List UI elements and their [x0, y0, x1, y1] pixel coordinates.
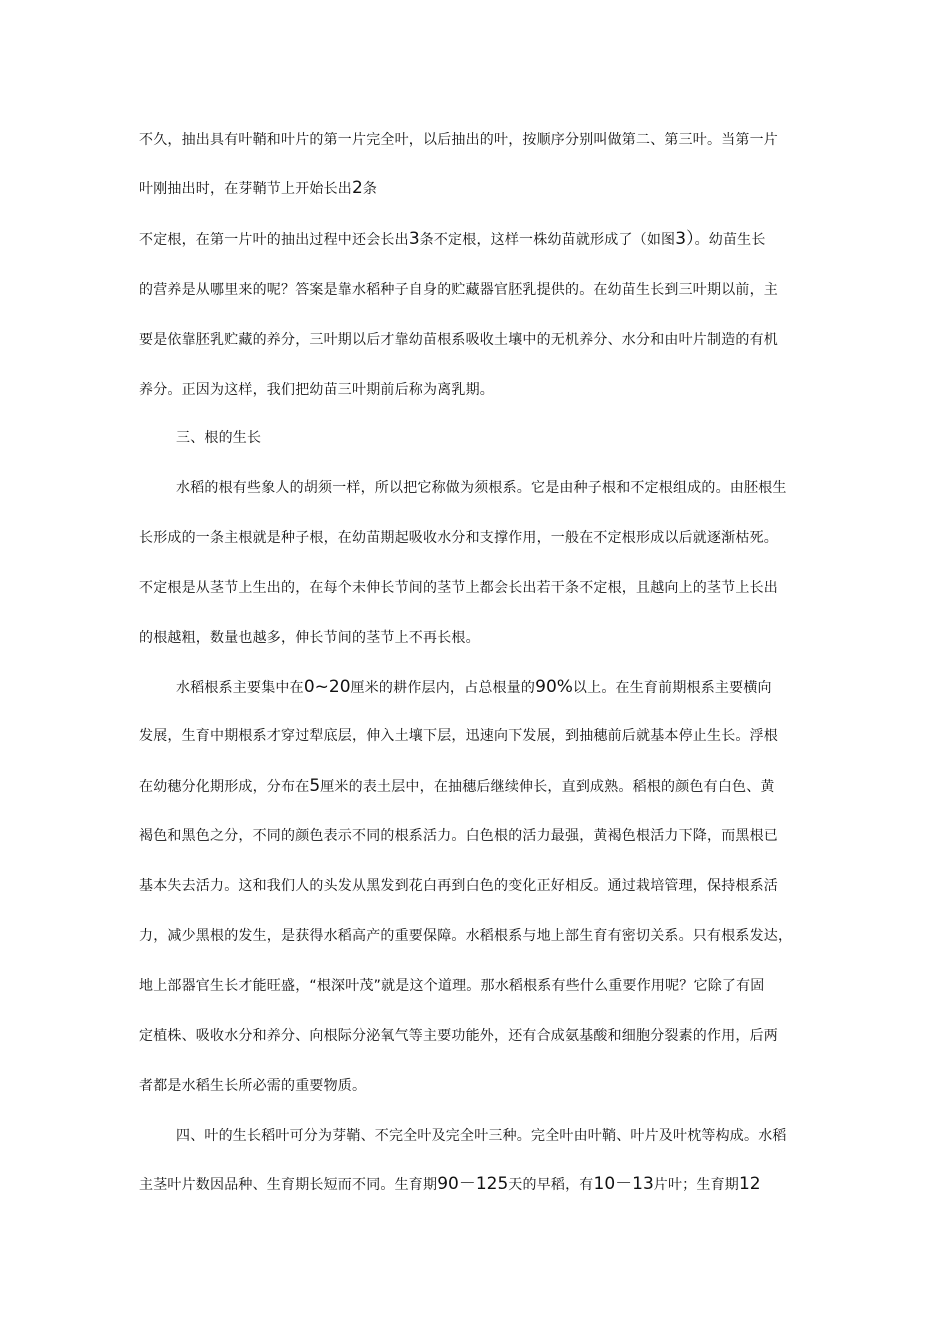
text-run: 片叶；生育期: [653, 1177, 739, 1193]
text-run: 条不定根，这样一株幼苗就形成了（如图: [419, 232, 676, 248]
paragraph-line: [139, 776, 775, 797]
paragraph-line: [139, 1026, 778, 1046]
text-run: 四、叶的生长稻叶可分为芽鞘、不完全叶及完全叶三种。完全叶由叶鞘、叶片及叶枕等构成。水稻: [176, 1128, 787, 1144]
text-run: 褐色和黑色之分，不同的颜色表示不同的根系活力。白色根的活力最强，黄褐色根活力下降，而黑根已: [139, 828, 778, 844]
paragraph-line: [139, 330, 778, 350]
section-heading: [176, 428, 261, 448]
paragraph-line: [139, 130, 778, 150]
paragraph-line: [139, 280, 778, 300]
text-run: 要是依靠胚乳贮藏的养分，三叶期以后才靠幼苗根系吸收土壤中的无机养分、水分和由叶片制造的有机: [139, 332, 778, 348]
text-run: 不定根是从茎节上生出的，在每个未伸长节间的茎节上都会长出若干条不定根，且越向上的茎节上长出: [139, 580, 778, 596]
paragraph-line: [139, 628, 480, 648]
paragraph-line: [176, 1126, 787, 1146]
number-run: 3: [408, 229, 420, 249]
text-run: 厘米的耕作层内，占总根量的: [350, 680, 536, 696]
paragraph-line: [139, 726, 778, 746]
number-run: 0~20: [303, 677, 351, 697]
number-run: 5: [309, 776, 321, 796]
heading-text: 三、根的生长: [176, 430, 262, 446]
text-run: 地上部器官生长才能旺盛，“根深叶茂”就是这个道理。那水稻根系有些什么重要作用呢？它除了有固: [139, 978, 765, 994]
text-run: 在幼穗分化期形成，分布在: [139, 779, 310, 795]
number-run: 10－13: [593, 1174, 654, 1194]
paragraph-line: [139, 926, 792, 946]
paragraph-line: [176, 677, 772, 698]
text-run: 条: [362, 181, 378, 197]
text-run: 叶刚抽出时，在芽鞘节上开始长出: [139, 181, 352, 197]
text-run: 不定根，在第一片叶的抽出过程中还会长出: [139, 232, 409, 248]
paragraph-line: [139, 826, 778, 846]
paragraph-line: [139, 976, 765, 996]
number-run: 3）: [675, 229, 695, 249]
text-run: 定植株、吸收水分和养分、向根际分泌氧气等主要功能外，还有合成氨基酸和细胞分裂素的作用，后两: [139, 1028, 778, 1044]
paragraph-line: [139, 1174, 761, 1195]
text-run: 厘米的表土层中，在抽穗后继续伸长，直到成熟。稻根的颜色有白色、黄: [320, 779, 775, 795]
paragraph-line: [139, 178, 377, 199]
text-run: 发展，生育中期根系才穿过犁底层，伸入土壤下层，迅速向下发展，到抽穗前后就基本停止生长。浮根: [139, 728, 778, 744]
paragraph-line: [139, 1076, 366, 1096]
number-run: 12: [738, 1174, 761, 1194]
number-run: 90－125: [437, 1174, 509, 1194]
paragraph-line: [139, 528, 778, 548]
text-run: 长形成的一条主根就是种子根，在幼苗期起吸收水分和支撑作用，一般在不定根形成以后就逐渐枯死。: [139, 530, 778, 546]
paragraph-line: [139, 229, 766, 250]
text-run: 主茎叶片数因品种、生育期长短而不同。生育期: [139, 1177, 438, 1193]
text-run: 的营养是从哪里来的呢？答案是靠水稻种子自身的贮藏器官胚乳提供的。在幼苗生长到三叶期以前，主: [139, 282, 778, 298]
number-run: 90%: [535, 677, 573, 697]
text-run: 。幼苗生长: [694, 232, 766, 248]
paragraph-line: [176, 478, 787, 498]
text-run: 力，减少黑根的发生，是获得水稻高产的重要保障。水稻根系与地上部生育有密切关系。只有根系发达，: [139, 928, 793, 944]
paragraph-line: [139, 578, 778, 598]
text-run: 基本失去活力。这和我们人的头发从黑发到花白再到白色的变化正好相反。通过栽培管理，保持根系活: [139, 878, 778, 894]
text-run: 养分。正因为这样，我们把幼苗三叶期前后称为离乳期。: [139, 382, 494, 398]
text-run: 水稻的根有些象人的胡须一样，所以把它称做为须根系。它是由种子根和不定根组成的。由胚根生: [176, 480, 787, 496]
number-run: 2: [352, 178, 363, 198]
text-run: 天的早稻，有: [508, 1177, 594, 1193]
paragraph-line: [139, 380, 494, 400]
paragraph-line: [139, 876, 778, 896]
text-run: 者都是水稻生长所必需的重要物质。: [139, 1078, 367, 1094]
text-run: 以上。在生育前期根系主要横向: [572, 680, 772, 696]
text-run: 水稻根系主要集中在: [176, 680, 304, 696]
text-run: 的根越粗，数量也越多，伸长节间的茎节上不再长根。: [139, 630, 480, 646]
text-run: 不久，抽出具有叶鞘和叶片的第一片完全叶，以后抽出的叶，按顺序分别叫做第二、第三叶。当第一片: [139, 132, 778, 148]
